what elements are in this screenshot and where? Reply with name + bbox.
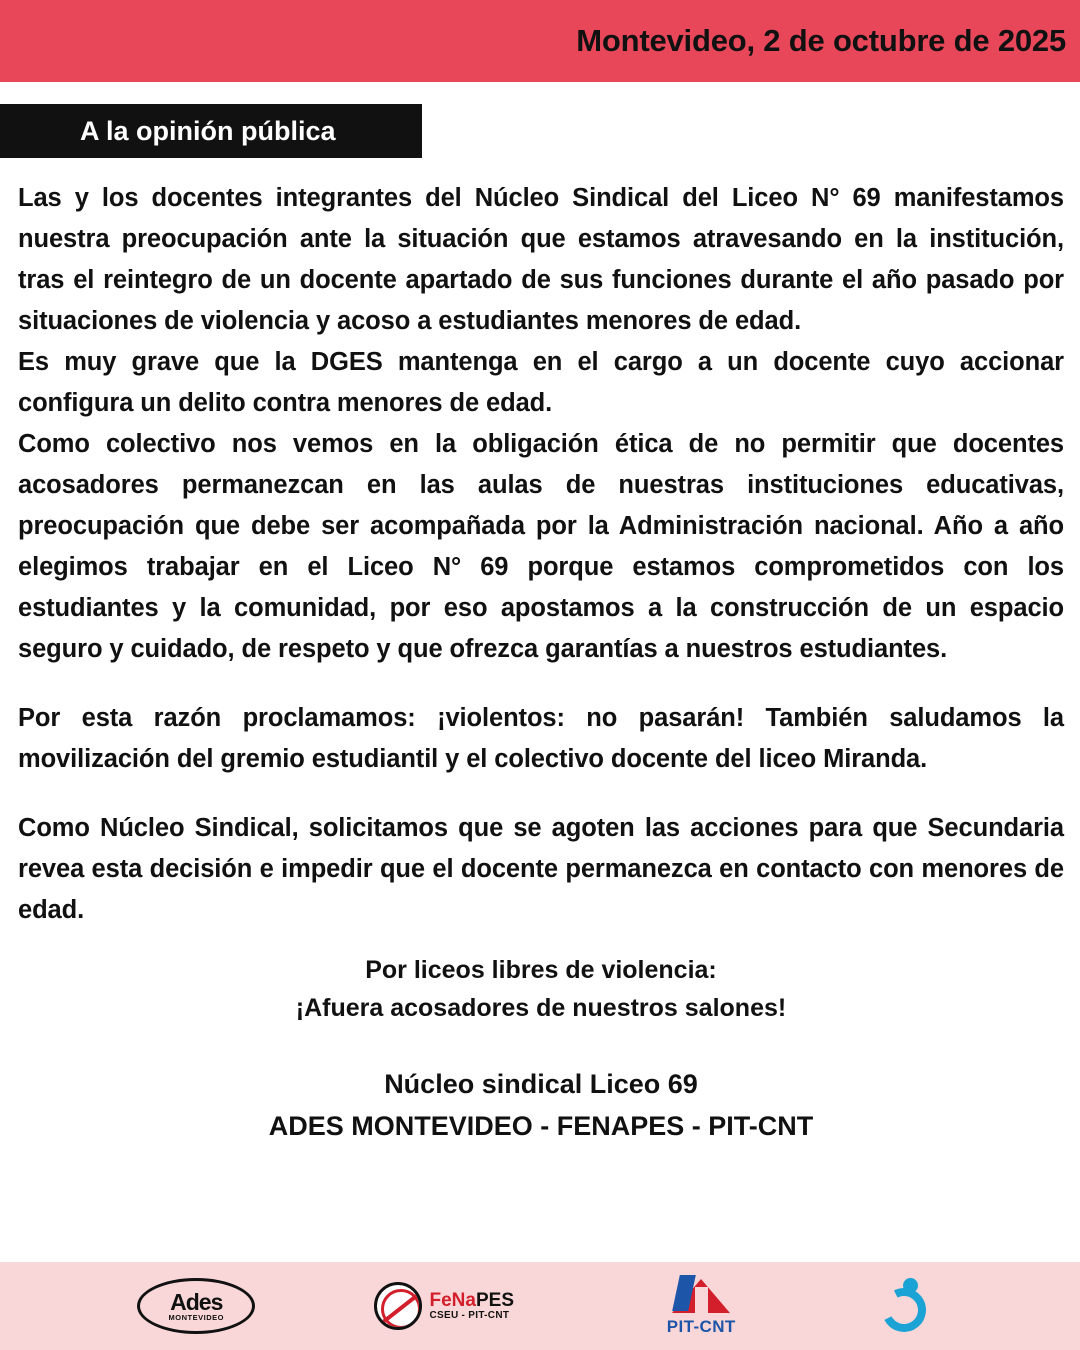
header-bar (0, 0, 1080, 82)
ribbon-label: A la opinión pública (80, 115, 336, 146)
ades-sub-label: MONTEVIDEO (168, 1312, 224, 1322)
fenapes-word-black: PES (475, 1289, 514, 1311)
ades-ring-icon (137, 1278, 255, 1334)
paragraph-4: Por esta razón proclamamos: ¡violentos: no pasarán! También saludamos la movilización del gremio estudiantil y el colectivo docente del liceo Miranda. (18, 704, 1064, 773)
pit-cnt-mark-icon (662, 1275, 740, 1315)
signature-line-1: Núcleo sindical Liceo 69 (384, 1069, 698, 1099)
fenapes-mark-icon (374, 1282, 422, 1330)
blue-figure-logo (859, 1274, 949, 1338)
paragraph-5: Como Núcleo Sindical, solicitamos que se agoten las acciones para que Secundaria revea esta decisión e impedir que el docente permanezca en contacto con menores de edad. (18, 814, 1064, 924)
fenapes-logo (344, 1274, 544, 1338)
closing-block (18, 951, 1064, 1027)
closing-line-2: ¡Afuera acosadores de nuestros salones! (295, 994, 787, 1022)
opinion-ribbon (0, 104, 422, 158)
fenapes-text-block (430, 1291, 515, 1321)
paragraph-1: Las y los docentes integrantes del Núcleo Sindical del Liceo N° 69 manifestamos nuestra preocupación ante la situación que estamos atravesando en la institución, tras el reintegro de un docente apartado de sus funciones durante el año pasado por situaciones de violencia y acoso a estudiantes menores de edad. (18, 184, 1064, 335)
header-date: Montevideo, 2 de octubre de 2025 (576, 23, 1066, 58)
fenapes-word-red: FeNa (429, 1289, 476, 1311)
closing-line-1: Por liceos libres de violencia: (365, 956, 717, 984)
fenapes-sub-label: CSEU - PIT-CNT (429, 1309, 510, 1321)
paragraph-2: Es muy grave que la DGES mantenga en el cargo a un docente cuyo accionar configura un delito contra menores de edad. (18, 348, 1064, 417)
blue-figure-icon (876, 1276, 932, 1336)
fenapes-wordmark (430, 1291, 515, 1311)
statement-body (18, 178, 1064, 1147)
paragraph-3: Como colectivo nos vemos en la obligación ética de no permitir que docentes acosadores permanezcan en las aulas de nuestras instituciones educativas, preocupación que debe ser acompañada por la Administración nacional. Año a año elegimos trabajar en el Liceo N° 69 porque estamos comprometidos con los estudiantes y la comunidad, por eso apostamos a la construcción de un espacio seguro y cuidado, de respeto y que ofrezca garantías a nuestros estudiantes. (18, 430, 1064, 663)
spacer-1 (18, 670, 1064, 698)
signature-line-2: ADES MONTEVIDEO - FENAPES - PIT-CNT (268, 1111, 814, 1141)
footer-logos-bar (0, 1262, 1080, 1350)
pit-cnt-logo (626, 1274, 776, 1338)
ades-logo (131, 1274, 261, 1338)
spacer-2 (18, 780, 1064, 808)
signature-block (18, 1063, 1064, 1147)
ades-wordmark: Ades (170, 1288, 223, 1315)
pit-cnt-wordmark: PIT-CNT (666, 1317, 736, 1336)
